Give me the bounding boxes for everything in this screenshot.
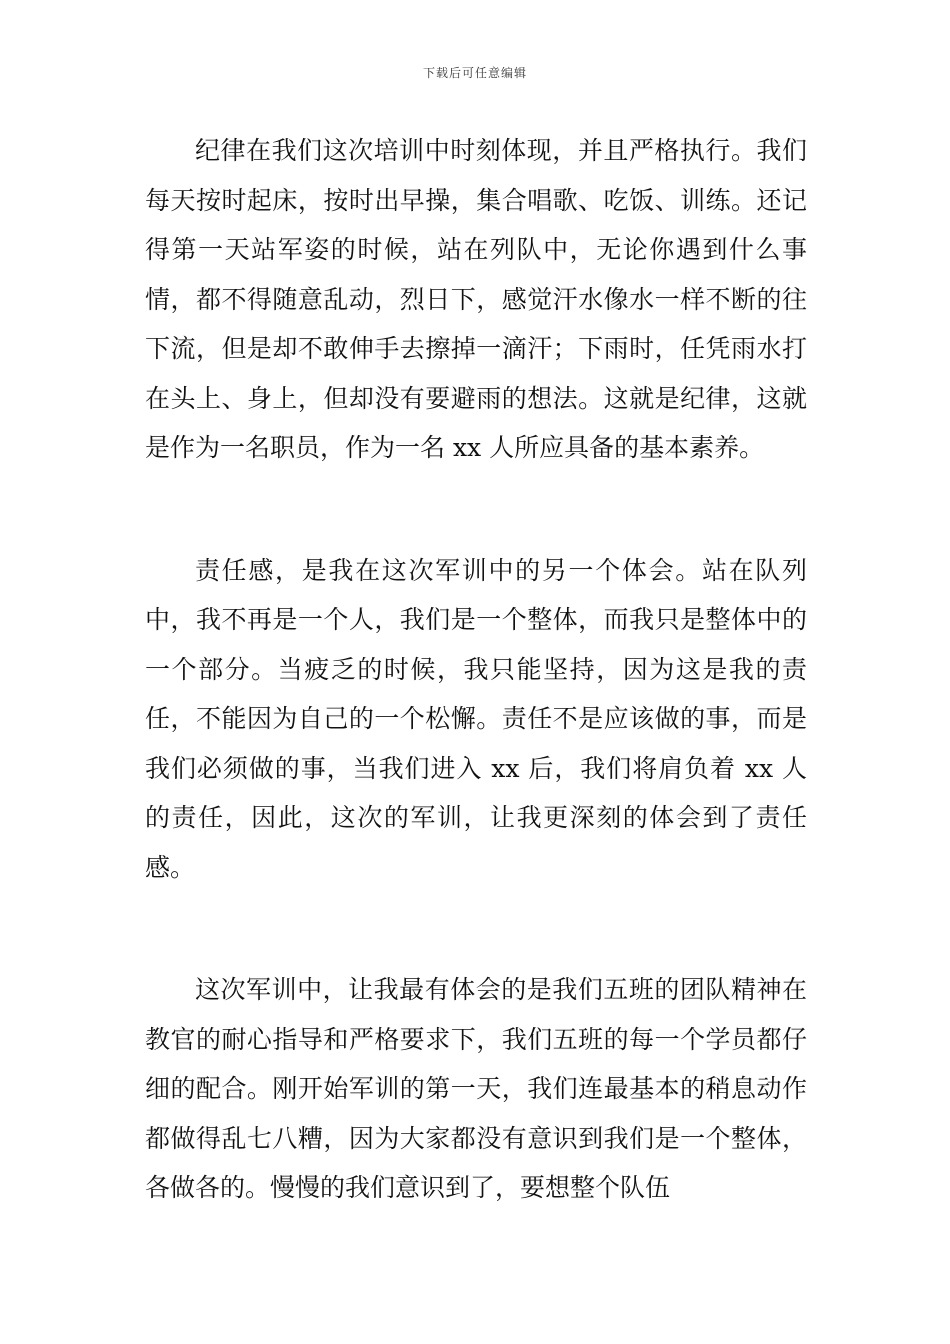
- header-note: 下载后可任意编辑: [422, 66, 527, 80]
- document-body: [145, 126, 807, 1286]
- paragraph-responsibility: 责任感，是我在这次军训中的另一个体会。站在队列中，我不再是一个人，我们是一个整体，而我只是整体中的一个部分。当疲乏的时候，我只能坚持，因为这是我的责任，不能因为自己的一个松懈。责任不是应该做的事，而是我们必须做的事，当我们进入 xx 后，我们将肩负着 xx 人的责任，因此，这次的军训，让我更深刻的体会到了责任感。: [145, 555, 807, 882]
- paragraph-teamwork: 这次军训中，让我最有体会的是我们五班的团队精神在教官的耐心指导和严格要求下，我们五班的每一个学员都仔细的配合。刚开始军训的第一天，我们连最基本的稍息动作都做得乱七八糟，因为大家都没有意识到我们是一个整体，各做各的。慢慢的我们意识到了，要想整个队伍: [145, 975, 807, 1202]
- paragraph-discipline: 纪律在我们这次培训中时刻体现，并且严格执行。我们每天按时起床，按时出早操，集合唱歌、吃饭、训练。还记得第一天站军姿的时候，站在列队中，无论你遇到什么事情，都不得随意乱动，烈日下，感觉汗水像水一样不断的往下流，但是却不敢伸手去擦掉一滴汗；下雨时，任凭雨水打在头上、身上，但却没有要避雨的想法。这就是纪律，这就是作为一名职员，作为一名 xx 人所应具备的基本素养。: [145, 136, 807, 462]
